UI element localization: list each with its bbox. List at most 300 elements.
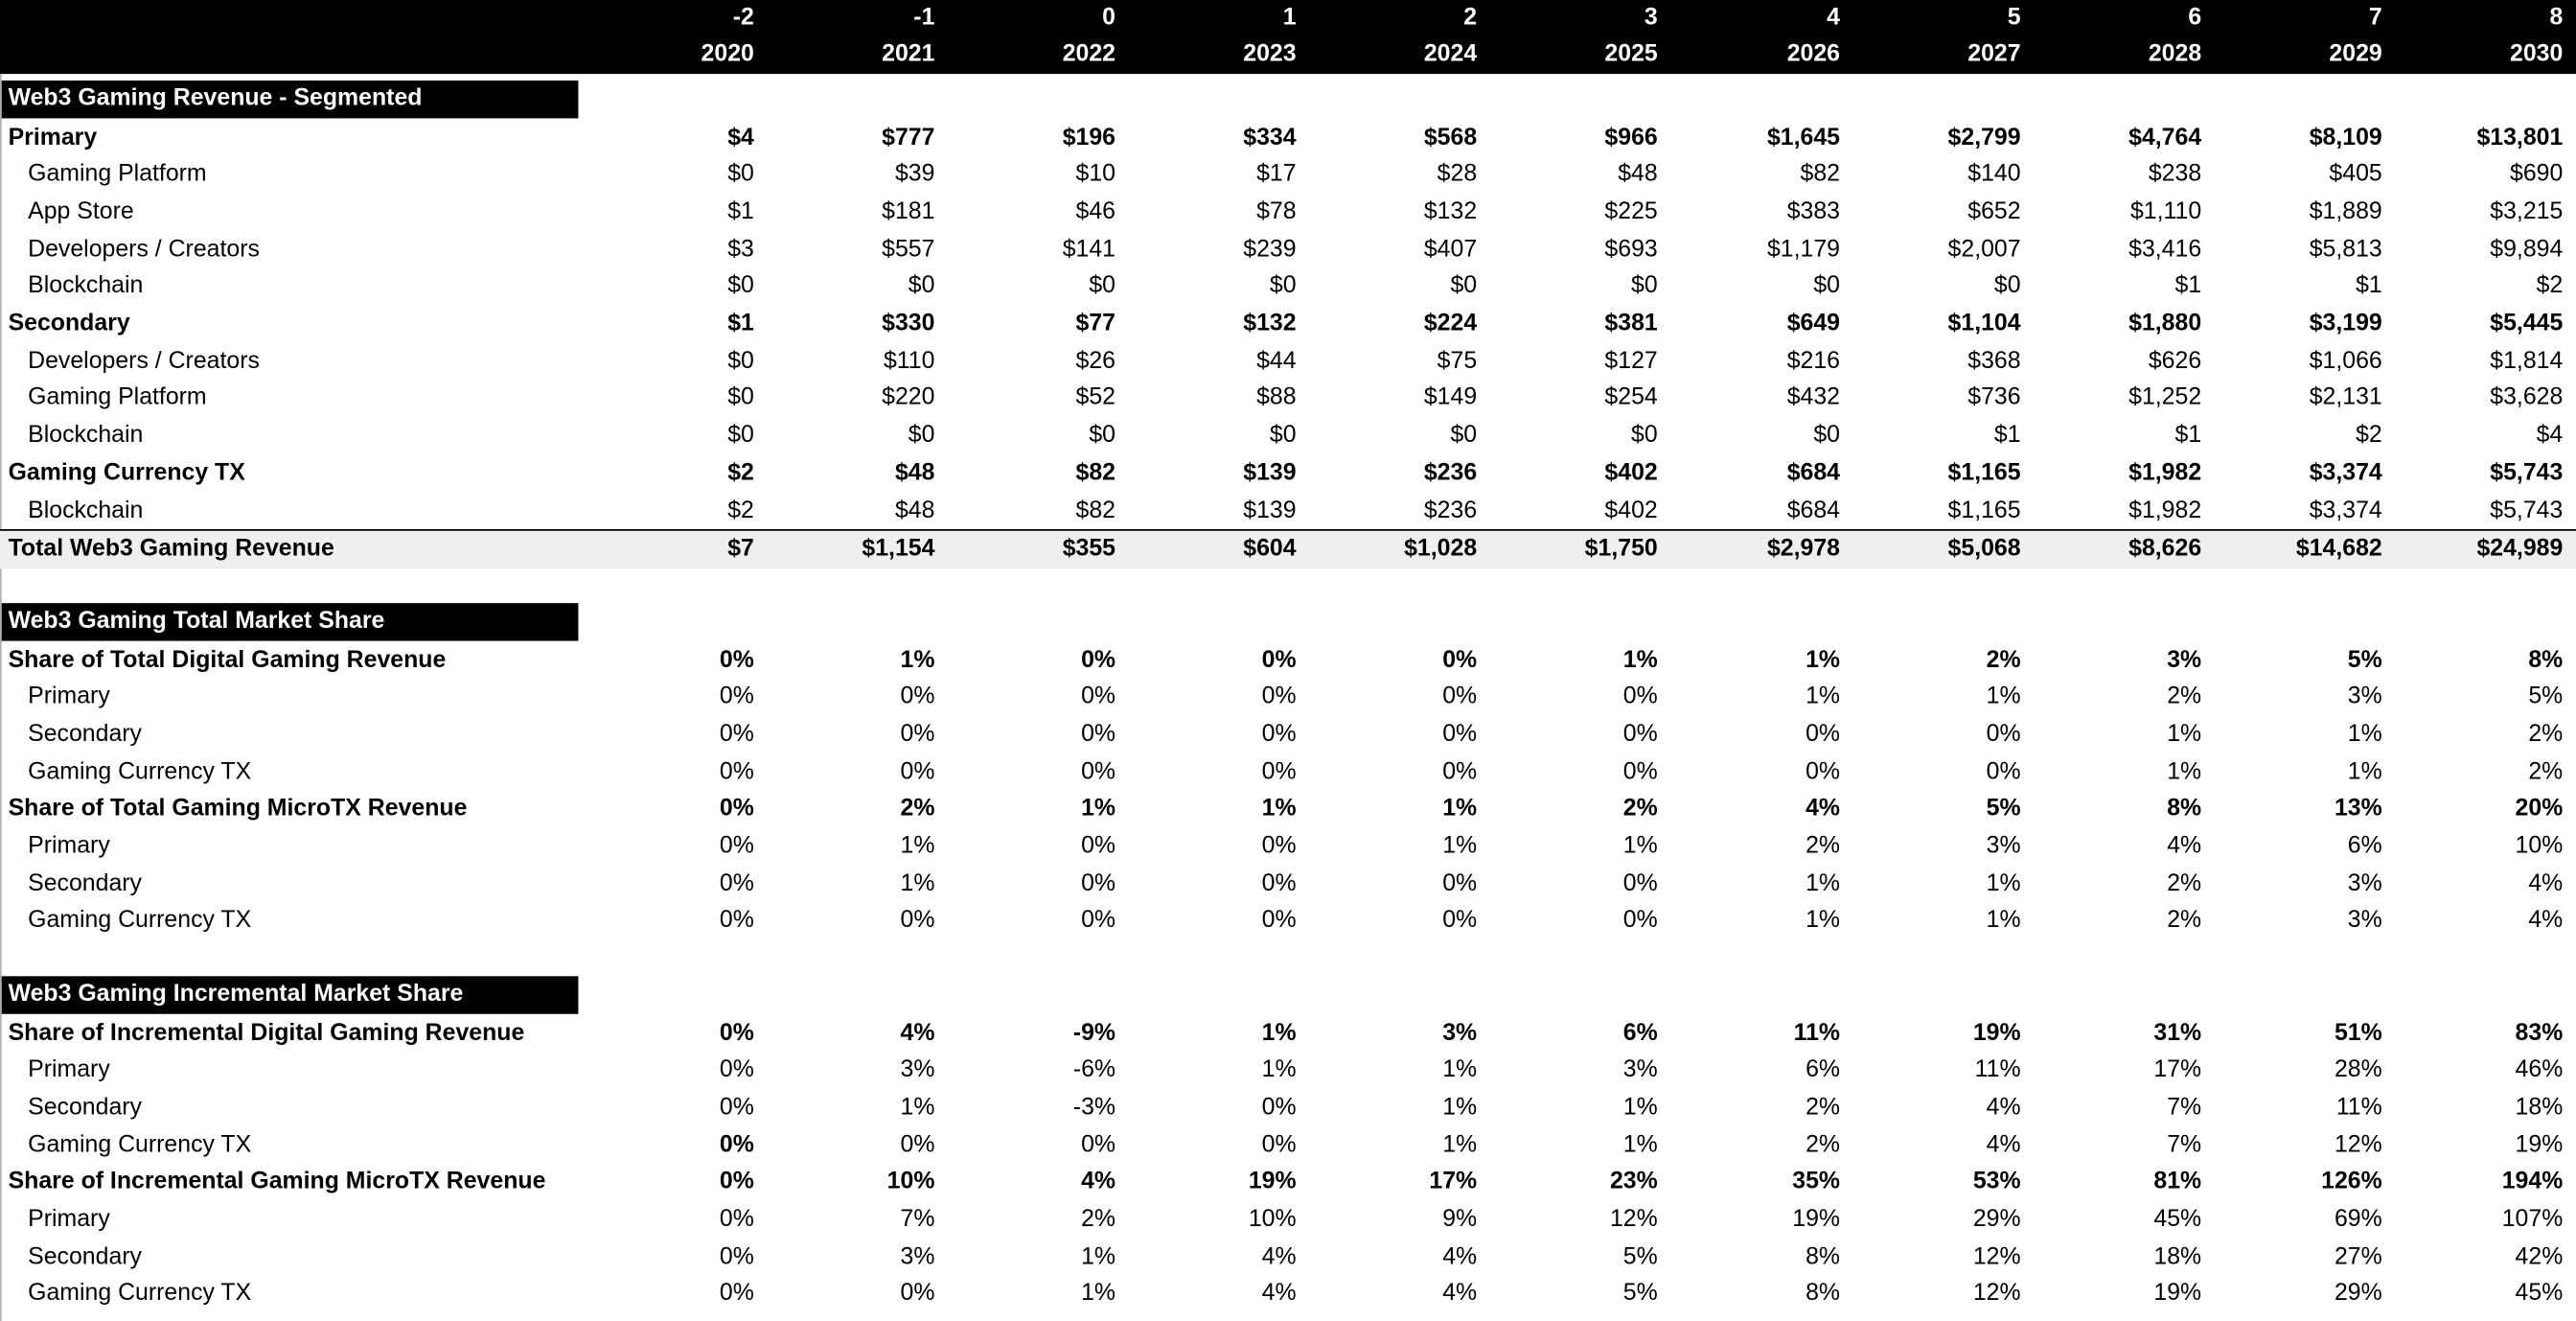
table-row[interactable] (0, 903, 2576, 940)
value-cell[interactable]: 6% (1622, 1019, 1658, 1047)
value-cell[interactable]: 83% (2515, 1019, 2564, 1047)
value-cell[interactable]: $4 (2536, 422, 2564, 450)
value-cell[interactable]: $1,028 (1404, 536, 1478, 563)
table-row[interactable] (0, 641, 2576, 679)
value-cell[interactable]: 7% (2167, 1131, 2202, 1158)
value-cell[interactable]: $1 (727, 198, 754, 225)
value-cell[interactable]: 0% (719, 1206, 754, 1233)
value-cell[interactable]: 42% (2515, 1243, 2564, 1270)
value-cell[interactable]: $0 (727, 384, 754, 412)
value-cell[interactable]: $1 (2174, 422, 2202, 450)
value-cell[interactable]: $626 (2148, 347, 2202, 375)
value-cell[interactable]: 0% (1442, 758, 1478, 785)
value-cell[interactable]: 2% (2528, 758, 2564, 785)
value-cell[interactable]: $684 (1786, 459, 1841, 487)
value-cell[interactable]: 4% (2528, 870, 2564, 897)
value-cell[interactable]: 10% (1248, 1206, 1297, 1233)
value-cell[interactable]: 1% (1442, 1056, 1478, 1084)
value-cell[interactable]: 0% (1622, 758, 1658, 785)
value-cell[interactable]: $77 (1075, 311, 1116, 337)
value-cell[interactable]: $239 (1243, 236, 1297, 263)
value-cell[interactable]: 0% (1081, 646, 1116, 674)
value-cell[interactable]: $236 (1423, 459, 1478, 487)
value-cell[interactable]: $1,154 (862, 536, 935, 563)
value-cell[interactable]: 19% (1972, 1019, 2021, 1047)
value-cell[interactable]: 1% (1442, 1094, 1478, 1121)
value-cell[interactable]: 9% (1442, 1206, 1478, 1233)
value-cell[interactable]: $0 (908, 273, 935, 300)
value-cell[interactable]: 0% (1081, 907, 1116, 935)
value-cell[interactable]: $355 (1062, 536, 1116, 563)
value-cell[interactable]: 0% (719, 1281, 754, 1308)
value-cell[interactable]: $684 (1786, 497, 1841, 524)
value-cell[interactable]: $1,165 (1947, 459, 2021, 487)
value-cell[interactable]: $368 (1967, 347, 2021, 375)
value-cell[interactable]: 0% (719, 1243, 754, 1270)
value-cell[interactable]: 0% (1442, 907, 1478, 935)
value-cell[interactable]: 0% (1081, 721, 1116, 748)
value-cell[interactable]: $5,743 (2490, 459, 2564, 487)
value-cell[interactable]: $8,109 (2309, 124, 2382, 151)
value-cell[interactable]: $110 (883, 347, 935, 375)
value-cell[interactable]: 0% (900, 721, 935, 748)
table-row[interactable] (0, 1126, 2576, 1164)
value-cell[interactable]: 0% (1806, 758, 1841, 785)
table-row[interactable] (0, 306, 2576, 343)
value-cell[interactable]: 8% (2528, 646, 2564, 674)
value-cell[interactable]: 0% (1261, 758, 1297, 785)
value-cell[interactable]: 2% (1622, 796, 1658, 823)
value-cell[interactable]: 19% (1248, 1169, 1297, 1195)
value-cell[interactable]: -3% (1072, 1094, 1116, 1121)
value-cell[interactable]: 19% (2515, 1131, 2564, 1158)
value-cell[interactable]: $557 (882, 236, 935, 263)
table-row[interactable] (0, 716, 2576, 753)
value-cell[interactable]: $75 (1437, 347, 1478, 375)
table-row[interactable] (0, 194, 2576, 231)
value-cell[interactable]: 1% (1986, 870, 2021, 897)
value-cell[interactable]: $1,982 (2128, 459, 2202, 487)
value-cell[interactable]: 1% (1081, 796, 1116, 823)
value-cell[interactable]: $334 (1243, 124, 1297, 151)
value-cell[interactable]: $0 (727, 161, 754, 188)
value-cell[interactable]: 0% (719, 684, 754, 710)
value-cell[interactable]: 0% (1986, 721, 2021, 748)
value-cell[interactable]: 1% (1806, 870, 1841, 897)
value-cell[interactable]: $3 (727, 236, 754, 263)
value-cell[interactable]: 3% (2347, 684, 2382, 710)
value-cell[interactable]: 18% (2153, 1243, 2202, 1270)
value-cell[interactable]: $0 (1450, 422, 1478, 450)
value-cell[interactable]: 1% (1442, 796, 1478, 823)
table-row[interactable] (0, 1015, 2576, 1053)
value-cell[interactable]: $254 (1604, 384, 1658, 412)
value-cell[interactable]: $82 (1075, 497, 1116, 524)
value-cell[interactable]: $1 (1993, 422, 2021, 450)
value-cell[interactable]: 0% (1261, 1131, 1297, 1158)
value-cell[interactable]: 1% (1622, 1131, 1658, 1158)
value-cell[interactable]: 53% (1972, 1169, 2021, 1195)
value-cell[interactable]: 0% (1081, 833, 1116, 860)
value-cell[interactable]: $127 (1604, 347, 1658, 375)
value-cell[interactable]: $604 (1243, 536, 1297, 563)
value-cell[interactable]: $220 (882, 384, 935, 412)
value-cell[interactable]: $2 (2536, 273, 2564, 300)
value-cell[interactable]: 2% (2167, 870, 2202, 897)
value-cell[interactable]: $1 (727, 311, 754, 337)
value-cell[interactable]: 0% (1081, 1131, 1116, 1158)
value-cell[interactable]: 0% (1261, 907, 1297, 935)
value-cell[interactable]: $82 (1075, 459, 1116, 487)
value-cell[interactable]: 7% (900, 1206, 935, 1233)
value-cell[interactable]: $1 (2174, 273, 2202, 300)
value-cell[interactable]: $14,682 (2295, 536, 2382, 563)
value-cell[interactable]: $1,179 (1766, 236, 1841, 263)
value-cell[interactable]: 0% (1442, 721, 1478, 748)
value-cell[interactable]: $140 (1967, 161, 2021, 188)
table-row[interactable] (0, 418, 2576, 455)
value-cell[interactable]: 4% (2528, 907, 2564, 935)
table-row[interactable] (0, 231, 2576, 268)
value-cell[interactable]: $736 (1967, 384, 2021, 412)
value-cell[interactable]: 0% (1806, 721, 1841, 748)
value-cell[interactable]: 1% (1442, 1131, 1478, 1158)
value-cell[interactable]: $139 (1243, 459, 1297, 487)
table-row[interactable] (0, 753, 2576, 791)
value-cell[interactable]: 1% (1622, 646, 1658, 674)
value-cell[interactable]: 28% (2334, 1056, 2382, 1084)
value-cell[interactable]: $26 (1075, 347, 1116, 375)
value-cell[interactable]: 29% (2334, 1281, 2382, 1308)
value-cell[interactable]: $568 (1423, 124, 1478, 151)
value-cell[interactable]: 4% (1806, 796, 1841, 823)
value-cell[interactable]: 0% (1261, 870, 1297, 897)
value-cell[interactable]: $330 (882, 311, 935, 337)
value-cell[interactable]: 4% (1261, 1243, 1297, 1270)
value-cell[interactable]: $381 (1604, 311, 1658, 337)
value-cell[interactable]: 1% (1442, 833, 1478, 860)
table-row[interactable] (0, 119, 2576, 156)
value-cell[interactable]: $0 (1269, 422, 1297, 450)
value-cell[interactable]: 1% (900, 833, 935, 860)
value-cell[interactable]: $3,374 (2309, 497, 2382, 524)
value-cell[interactable]: $225 (1604, 198, 1658, 225)
value-cell[interactable]: $2,131 (2309, 384, 2382, 412)
value-cell[interactable]: 3% (1622, 1056, 1658, 1084)
value-cell[interactable]: 4% (1986, 1094, 2021, 1121)
value-cell[interactable]: 1% (1622, 833, 1658, 860)
value-cell[interactable]: 51% (2334, 1019, 2382, 1047)
value-cell[interactable]: $17 (1256, 161, 1297, 188)
value-cell[interactable]: $24,989 (2476, 536, 2564, 563)
table-row[interactable] (0, 381, 2576, 418)
value-cell[interactable]: 2% (900, 796, 935, 823)
value-cell[interactable]: $383 (1786, 198, 1841, 225)
value-cell[interactable]: $10 (1075, 161, 1116, 188)
value-cell[interactable]: 0% (719, 1131, 754, 1158)
value-cell[interactable]: 5% (1986, 796, 2021, 823)
value-cell[interactable]: $7 (727, 536, 754, 563)
value-cell[interactable]: 1% (1081, 1243, 1116, 1270)
value-cell[interactable]: 126% (2321, 1169, 2382, 1195)
value-cell[interactable]: $1,165 (1947, 497, 2021, 524)
table-row[interactable] (0, 268, 2576, 306)
value-cell[interactable]: $0 (1813, 273, 1841, 300)
value-cell[interactable]: $48 (1618, 161, 1658, 188)
value-cell[interactable]: -9% (1072, 1019, 1116, 1047)
value-cell[interactable]: 0% (1622, 684, 1658, 710)
table-row[interactable] (0, 1052, 2576, 1089)
value-cell[interactable]: $1,982 (2128, 497, 2202, 524)
value-cell[interactable]: 17% (1429, 1169, 1478, 1195)
value-cell[interactable]: $5,068 (1947, 536, 2021, 563)
table-row[interactable] (0, 1089, 2576, 1126)
value-cell[interactable]: $0 (1813, 422, 1841, 450)
value-cell[interactable]: 0% (1622, 907, 1658, 935)
table-row[interactable] (0, 1201, 2576, 1239)
value-cell[interactable]: 6% (2347, 833, 2382, 860)
value-cell[interactable]: $139 (1243, 497, 1297, 524)
value-cell[interactable]: 2% (1806, 1094, 1841, 1121)
value-cell[interactable]: 17% (2153, 1056, 2202, 1084)
value-cell[interactable]: $693 (1604, 236, 1658, 263)
value-cell[interactable]: 8% (1806, 1281, 1841, 1308)
value-cell[interactable]: $2,007 (1947, 236, 2021, 263)
value-cell[interactable]: $1,814 (2490, 347, 2564, 375)
table-row[interactable] (0, 455, 2576, 493)
value-cell[interactable]: 45% (2515, 1281, 2564, 1308)
value-cell[interactable]: 4% (1442, 1281, 1478, 1308)
value-cell[interactable]: 12% (1609, 1206, 1658, 1233)
value-cell[interactable]: $0 (1631, 273, 1658, 300)
value-cell[interactable]: 0% (900, 1281, 935, 1308)
value-cell[interactable]: 2% (1806, 1131, 1841, 1158)
value-cell[interactable]: 8% (2167, 796, 2202, 823)
value-cell[interactable]: $5,743 (2490, 497, 2564, 524)
value-cell[interactable]: 2% (1081, 1206, 1116, 1233)
value-cell[interactable]: 7% (2167, 1094, 2202, 1121)
value-cell[interactable]: 0% (1081, 758, 1116, 785)
value-cell[interactable]: 5% (1622, 1243, 1658, 1270)
value-cell[interactable]: $2 (727, 497, 754, 524)
value-cell[interactable]: 1% (1806, 907, 1841, 935)
value-cell[interactable]: 10% (2515, 833, 2564, 860)
value-cell[interactable]: $0 (727, 347, 754, 375)
value-cell[interactable]: $652 (1967, 198, 2021, 225)
value-cell[interactable]: 0% (1442, 870, 1478, 897)
value-cell[interactable]: 0% (719, 1019, 754, 1047)
value-cell[interactable]: 1% (900, 870, 935, 897)
table-row[interactable] (0, 679, 2576, 716)
value-cell[interactable]: 0% (1986, 758, 2021, 785)
value-cell[interactable]: 2% (1806, 833, 1841, 860)
value-cell[interactable]: 19% (1792, 1206, 1841, 1233)
value-cell[interactable]: 3% (900, 1056, 935, 1084)
value-cell[interactable]: 1% (1261, 796, 1297, 823)
value-cell[interactable]: $3,215 (2490, 198, 2564, 225)
value-cell[interactable]: $224 (1423, 311, 1478, 337)
value-cell[interactable]: 1% (900, 646, 935, 674)
value-cell[interactable]: 1% (1986, 907, 2021, 935)
value-cell[interactable]: 27% (2334, 1243, 2382, 1270)
value-cell[interactable]: $44 (1256, 347, 1297, 375)
value-cell[interactable]: 1% (1806, 646, 1841, 674)
value-cell[interactable]: $132 (1243, 311, 1297, 337)
value-cell[interactable]: 0% (719, 907, 754, 935)
value-cell[interactable]: $78 (1256, 198, 1297, 225)
value-cell[interactable]: $1,750 (1584, 536, 1658, 563)
value-cell[interactable]: $3,374 (2309, 459, 2382, 487)
table-row[interactable] (0, 343, 2576, 381)
value-cell[interactable]: $1,252 (2128, 384, 2202, 412)
value-cell[interactable]: $82 (1800, 161, 1841, 188)
value-cell[interactable]: 1% (1261, 1056, 1297, 1084)
value-cell[interactable]: 0% (719, 1169, 754, 1195)
value-cell[interactable]: $149 (1423, 384, 1478, 412)
value-cell[interactable]: $216 (1786, 347, 1841, 375)
value-cell[interactable]: $0 (908, 422, 935, 450)
value-cell[interactable]: 3% (900, 1243, 935, 1270)
value-cell[interactable]: 5% (2347, 646, 2382, 674)
value-cell[interactable]: 2% (2167, 907, 2202, 935)
value-cell[interactable]: 4% (1442, 1243, 1478, 1270)
value-cell[interactable]: $88 (1256, 384, 1297, 412)
value-cell[interactable]: 0% (1081, 684, 1116, 710)
value-cell[interactable]: 19% (2153, 1281, 2202, 1308)
value-cell[interactable]: 0% (719, 1056, 754, 1084)
value-cell[interactable]: 4% (1986, 1131, 2021, 1158)
value-cell[interactable]: $0 (727, 273, 754, 300)
value-cell[interactable]: 0% (900, 684, 935, 710)
table-row[interactable] (0, 1164, 2576, 1201)
value-cell[interactable]: 3% (2347, 870, 2382, 897)
value-cell[interactable]: $28 (1437, 161, 1478, 188)
value-cell[interactable]: $5,813 (2309, 236, 2382, 263)
value-cell[interactable]: 81% (2153, 1169, 2202, 1195)
value-cell[interactable]: $13,801 (2476, 124, 2564, 151)
value-cell[interactable]: 4% (1081, 1169, 1116, 1195)
value-cell[interactable]: $432 (1786, 384, 1841, 412)
value-cell[interactable]: 12% (1972, 1281, 2021, 1308)
value-cell[interactable]: 8% (1806, 1243, 1841, 1270)
value-cell[interactable]: $1 (2356, 273, 2382, 300)
value-cell[interactable]: $3,416 (2128, 236, 2202, 263)
table-row[interactable] (0, 156, 2576, 194)
value-cell[interactable]: 0% (1261, 833, 1297, 860)
value-cell[interactable]: 1% (1081, 1281, 1116, 1308)
value-cell[interactable]: $402 (1604, 459, 1658, 487)
value-cell[interactable]: 0% (719, 721, 754, 748)
value-cell[interactable]: 0% (900, 758, 935, 785)
value-cell[interactable]: 0% (1622, 721, 1658, 748)
value-cell[interactable]: $0 (1089, 422, 1116, 450)
value-cell[interactable]: 107% (2501, 1206, 2564, 1233)
value-cell[interactable]: 0% (900, 1131, 935, 1158)
value-cell[interactable]: $2 (727, 459, 754, 487)
value-cell[interactable]: 18% (2515, 1094, 2564, 1121)
value-cell[interactable]: 29% (1972, 1206, 2021, 1233)
value-cell[interactable]: $9,894 (2490, 236, 2564, 263)
value-cell[interactable]: $196 (1062, 124, 1116, 151)
value-cell[interactable]: 0% (1261, 646, 1297, 674)
value-cell[interactable]: 0% (719, 1094, 754, 1121)
value-cell[interactable]: $1,889 (2309, 198, 2382, 225)
value-cell[interactable]: 0% (1442, 646, 1478, 674)
value-cell[interactable]: 1% (1806, 684, 1841, 710)
value-cell[interactable]: 1% (2347, 721, 2382, 748)
value-cell[interactable]: $2 (2356, 422, 2382, 450)
value-cell[interactable]: 4% (1261, 1281, 1297, 1308)
value-cell[interactable]: 0% (719, 796, 754, 823)
table-row[interactable] (0, 1276, 2576, 1313)
value-cell[interactable]: $407 (1423, 236, 1478, 263)
table-row[interactable] (0, 828, 2576, 866)
value-cell[interactable]: 0% (1622, 870, 1658, 897)
value-cell[interactable]: $3,628 (2490, 384, 2564, 412)
total-row[interactable] (0, 529, 2576, 568)
value-cell[interactable]: -6% (1072, 1056, 1116, 1084)
value-cell[interactable]: $4,764 (2128, 124, 2202, 151)
value-cell[interactable]: 5% (2528, 684, 2564, 710)
table-row[interactable] (0, 791, 2576, 828)
value-cell[interactable]: 12% (1972, 1243, 2021, 1270)
value-cell[interactable]: $0 (727, 422, 754, 450)
value-cell[interactable]: 0% (719, 833, 754, 860)
value-cell[interactable]: 46% (2515, 1056, 2564, 1084)
value-cell[interactable]: 45% (2153, 1206, 2202, 1233)
value-cell[interactable]: 1% (2347, 758, 2382, 785)
value-cell[interactable]: $141 (1062, 236, 1116, 263)
value-cell[interactable]: $0 (1269, 273, 1297, 300)
value-cell[interactable]: $236 (1423, 497, 1478, 524)
value-cell[interactable]: 20% (2515, 796, 2564, 823)
value-cell[interactable]: 194% (2501, 1169, 2564, 1195)
value-cell[interactable]: $1,110 (2129, 198, 2202, 225)
value-cell[interactable]: 11% (1974, 1056, 2021, 1084)
value-cell[interactable]: 0% (719, 758, 754, 785)
value-cell[interactable]: 2% (2167, 684, 2202, 710)
value-cell[interactable]: 2% (2528, 721, 2564, 748)
value-cell[interactable]: $0 (1089, 273, 1116, 300)
value-cell[interactable]: 3% (1986, 833, 2021, 860)
value-cell[interactable]: 3% (1442, 1019, 1478, 1047)
value-cell[interactable]: 12% (2334, 1131, 2382, 1158)
value-cell[interactable]: $52 (1075, 384, 1116, 412)
value-cell[interactable]: $405 (2329, 161, 2382, 188)
value-cell[interactable]: $966 (1604, 124, 1658, 151)
value-cell[interactable]: $1,645 (1766, 124, 1841, 151)
value-cell[interactable]: 0% (1081, 870, 1116, 897)
value-cell[interactable]: $48 (894, 459, 935, 487)
value-cell[interactable]: $1,104 (1947, 311, 2021, 337)
value-cell[interactable]: $4 (727, 124, 754, 151)
value-cell[interactable]: 11% (2335, 1094, 2382, 1121)
value-cell[interactable]: 35% (1792, 1169, 1841, 1195)
value-cell[interactable]: $690 (2509, 161, 2564, 188)
value-cell[interactable]: $1,880 (2128, 311, 2202, 337)
value-cell[interactable]: 13% (2334, 796, 2382, 823)
value-cell[interactable]: $2,978 (1766, 536, 1841, 563)
value-cell[interactable]: $0 (1631, 422, 1658, 450)
value-cell[interactable]: $46 (1075, 198, 1116, 225)
value-cell[interactable]: $777 (882, 124, 935, 151)
value-cell[interactable]: 1% (1261, 1019, 1297, 1047)
value-cell[interactable]: 1% (900, 1094, 935, 1121)
value-cell[interactable]: 0% (1261, 721, 1297, 748)
value-cell[interactable]: $238 (2148, 161, 2202, 188)
value-cell[interactable]: 1% (2167, 721, 2202, 748)
value-cell[interactable]: $8,626 (2128, 536, 2202, 563)
